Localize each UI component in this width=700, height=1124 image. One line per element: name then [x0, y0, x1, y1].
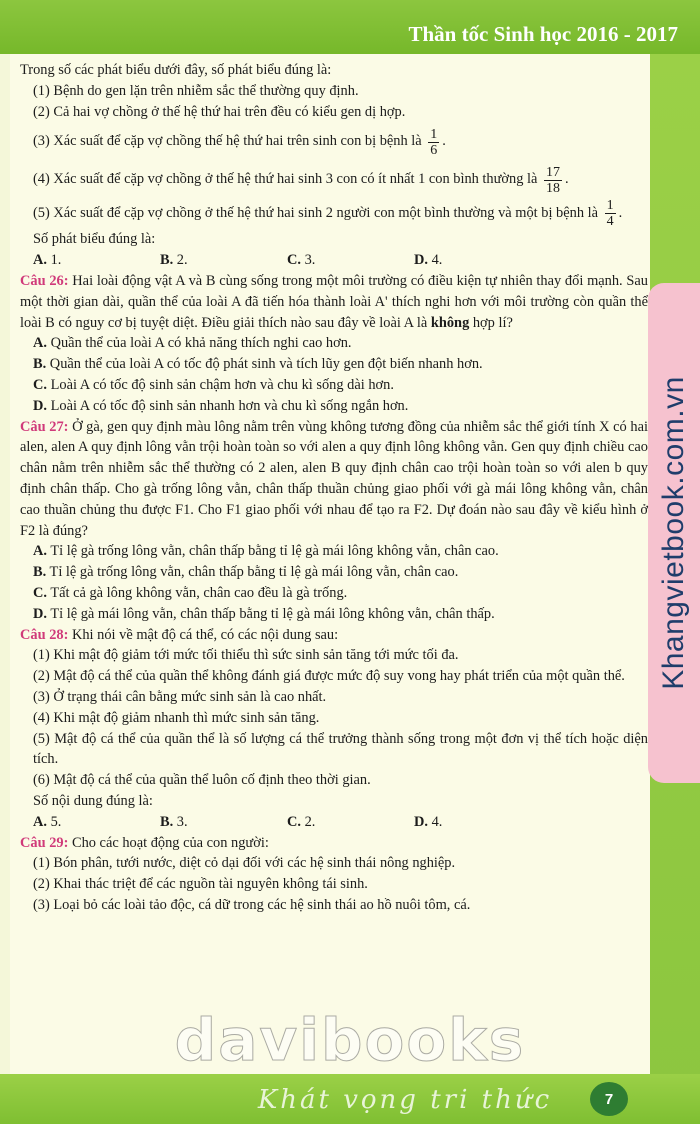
answer-label: B. — [160, 252, 174, 269]
answer-c — [287, 250, 414, 271]
q28-item-5: (5) Mật độ cá thể của quần thể là số lượng cá thể trưởng thành sống trong một đơn vị thể tích hoặc diện tích. — [33, 730, 648, 768]
option-label: B. — [33, 356, 47, 373]
answer-b — [160, 250, 287, 271]
q26-option-c — [20, 375, 648, 396]
fraction — [544, 165, 562, 196]
option-text: Quần thể của loài A có tốc độ phát sinh và tích lũy gen đột biến nhanh hơn. — [46, 356, 483, 373]
option-text: Quần thể của loài A có khả năng thích nghi cao hơn. — [47, 335, 352, 352]
answer-label: D. — [414, 252, 428, 269]
watermark-brand: davibooks — [174, 1006, 526, 1074]
question-text — [20, 60, 648, 916]
answer-text: 4. — [428, 252, 443, 269]
option-text: Tỉ lệ gà trống lông vằn, chân thấp bằng tỉ lệ gà mái lông không vằn, chân cao. — [47, 543, 499, 560]
q28-stem-text: Khi nói về mật độ cá thể, có các nội dung sau: — [68, 626, 339, 643]
answer-label: C. — [287, 813, 301, 830]
q28-label: Câu 28: — [20, 626, 69, 643]
answer-d — [414, 250, 442, 271]
answer-label: B. — [160, 813, 174, 830]
page-header — [0, 0, 700, 54]
q25-statement-1: (1) Bệnh do gen lặn trên nhiễm sắc thể thường quy định. — [33, 82, 359, 99]
q29-stem — [20, 833, 648, 854]
q28-stem — [20, 625, 648, 646]
q28-item-3: (3) Ở trạng thái cân bằng mức sinh sản là cao nhất. — [33, 688, 327, 705]
q29-label: Câu 29: — [20, 834, 69, 851]
answer-text: 2. — [301, 813, 316, 830]
option-text: Loài A có tốc độ sinh sản chậm hơn và chu kì sống dài hơn. — [47, 376, 394, 393]
q26-label: Câu 26: — [20, 272, 69, 289]
q25-intro: Trong số các phát biểu dưới đây, số phát biểu đúng là: — [20, 62, 332, 78]
option-label: C. — [33, 584, 47, 601]
page-number: 7 — [590, 1082, 628, 1116]
book-title: Thần tốc Sinh học 2016 - 2017 — [408, 22, 678, 46]
q26-stem-text: Hai loài động vật A và B cùng sống trong một môi trường có điều kiện tự nhiên thay đổi mạnh. Sau một thời gian dài, quần thể của loài A đã tiến hóa thành loài A' thích nghi hơn với môi trường còn quần thể loài B có nguy cơ bị tuyệt diệt. Điều giải thích nào sau đây về loài A là — [20, 272, 648, 331]
q27-option-b — [20, 562, 648, 583]
option-label: A. — [33, 543, 47, 560]
answer-text: 3. — [173, 813, 188, 830]
q26-option-b — [20, 354, 648, 375]
q25-s3-end: . — [442, 133, 446, 150]
answer-text: 4. — [428, 813, 443, 830]
q25-ask: Số phát biểu đúng là: — [33, 231, 156, 248]
answer-label: C. — [287, 252, 301, 269]
q27-option-d — [20, 604, 648, 625]
q29-item-2: (2) Khai thác triệt để các nguồn tài nguyên không tái sinh. — [33, 876, 368, 893]
answer-text: 2. — [173, 252, 188, 269]
q26-stem-bold: không — [430, 314, 470, 331]
q27-option-a — [20, 541, 648, 562]
option-label: D. — [33, 605, 47, 622]
answer-a — [33, 812, 160, 833]
q27-stem — [20, 417, 648, 542]
answer-c — [287, 812, 414, 833]
q25-statement-4 — [20, 160, 648, 198]
q25-s3-text: (3) Xác suất để cặp vợ chồng thế hệ thứ hai trên sinh con bị bệnh là — [33, 133, 422, 150]
watermark-tagline: Khát vọng tri thức — [257, 1085, 553, 1115]
answer-a — [33, 250, 160, 271]
q27-stem-text: Ở gà, gen quy định màu lông nằm trên vùng không tương đồng của nhiễm sắc thể giới tính X có hai alen, alen A quy định lông vằn trội hoàn toàn so với alen a quy định lông không vằn. Gen quy định chiều cao chân nằm trên nhiễm sắc thể thường có 2 alen, alen B quy định chân cao trội hoàn toàn so với alen b quy định chân thấp. Cho gà trống lông vằn, chân thấp thuần chủng giao phối với gà mái lông không vằn, chân cao thuần chủng thu được F1. Cho F1 giao phối với nhau để tạo ra F2. Dự đoán nào sau đây về kiểu hình ở F2 là đúng? — [20, 418, 648, 539]
option-label: B. — [33, 564, 47, 581]
q28-item-1: (1) Khi mật độ giảm tới mức tối thiểu thì sức sinh sản tăng tới mức tối đa. — [33, 647, 459, 664]
q28-answers — [20, 812, 648, 833]
answer-text: 1. — [47, 252, 62, 269]
answer-label: A. — [33, 813, 47, 830]
q25-s4-text: (4) Xác suất để cặp vợ chồng ở thế hệ thứ hai sinh 3 con có ít nhất 1 con bình thường là — [33, 171, 538, 188]
q28-ask: Số nội dung đúng là: — [33, 792, 153, 809]
q25-s5-end: . — [618, 205, 623, 222]
option-label: C. — [33, 376, 47, 393]
answer-b — [160, 812, 287, 833]
option-label: A. — [33, 335, 47, 352]
q26-stem-end: hợp lí? — [469, 314, 513, 331]
q26-option-d — [20, 396, 648, 417]
q25-statement-2: (2) Cả hai vợ chồng ở thế hệ thứ hai trên đều có kiểu gen dị hợp. — [33, 103, 406, 120]
q27-option-c — [20, 583, 648, 604]
q28-item-4: (4) Khi mật độ giảm nhanh thì mức sinh sản tăng. — [33, 709, 320, 726]
option-text: Loài A có tốc độ sinh sản nhanh hơn và chu kì sống ngắn hơn. — [47, 397, 409, 414]
publisher-url: Khangvietbook.com.vn — [657, 376, 690, 690]
q29-item-3: (3) Loại bỏ các loài tảo độc, cá dữ trong các hệ sinh thái ao hồ nuôi tôm, cá. — [33, 896, 471, 913]
q25-statement-3 — [20, 122, 648, 160]
fraction-denominator: 6 — [430, 142, 438, 158]
answer-d — [414, 812, 442, 833]
answer-text: 5. — [47, 813, 62, 830]
q29-item-1: (1) Bón phân, tưới nước, diệt cỏ dại đối với các hệ sinh thái nông nghiệp. — [33, 855, 456, 872]
fraction-denominator: 4 — [606, 214, 614, 230]
option-text: Tỉ lệ gà trống lông vằn, chân thấp bằng tỉ lệ gà mái lông vằn, chân cao. — [46, 564, 459, 581]
q25-s5-text: (5) Xác suất để cặp vợ chồng ở thế hệ thứ hai sinh 2 người con một bình thường và một bị bệnh là — [33, 205, 598, 222]
fraction-denominator: 18 — [546, 180, 561, 196]
fraction — [428, 127, 439, 158]
fraction-numerator: 1 — [430, 126, 438, 142]
answer-label: D. — [414, 813, 428, 830]
q29-stem-text: Cho các hoạt động của con người: — [68, 834, 269, 851]
q26-stem — [20, 271, 648, 333]
q25-statement-5 — [20, 198, 648, 229]
q27-label: Câu 27: — [20, 418, 69, 435]
q26-option-a — [20, 333, 648, 354]
option-text: Tất cả gà lông không vằn, chân cao đều là gà trống. — [47, 584, 348, 601]
option-label: D. — [33, 397, 47, 414]
answer-label: A. — [33, 252, 47, 269]
q28-item-6: (6) Mật độ cá thể của quần thể luôn cố định theo thời gian. — [33, 772, 371, 789]
q25-answers — [20, 250, 648, 271]
answer-text: 3. — [301, 252, 316, 269]
option-text: Tỉ lệ gà mái lông vằn, chân thấp bằng tỉ lệ gà mái lông không vằn, chân thấp. — [47, 605, 495, 622]
fraction-numerator: 17 — [546, 164, 561, 180]
q25-s4-end: . — [565, 171, 569, 188]
fraction — [605, 198, 616, 229]
q28-item-2: (2) Mật độ cá thể của quần thể không đánh giá được mức độ suy vong hay phát triển của một quần thể. — [33, 668, 625, 685]
fraction-numerator: 1 — [606, 198, 614, 214]
